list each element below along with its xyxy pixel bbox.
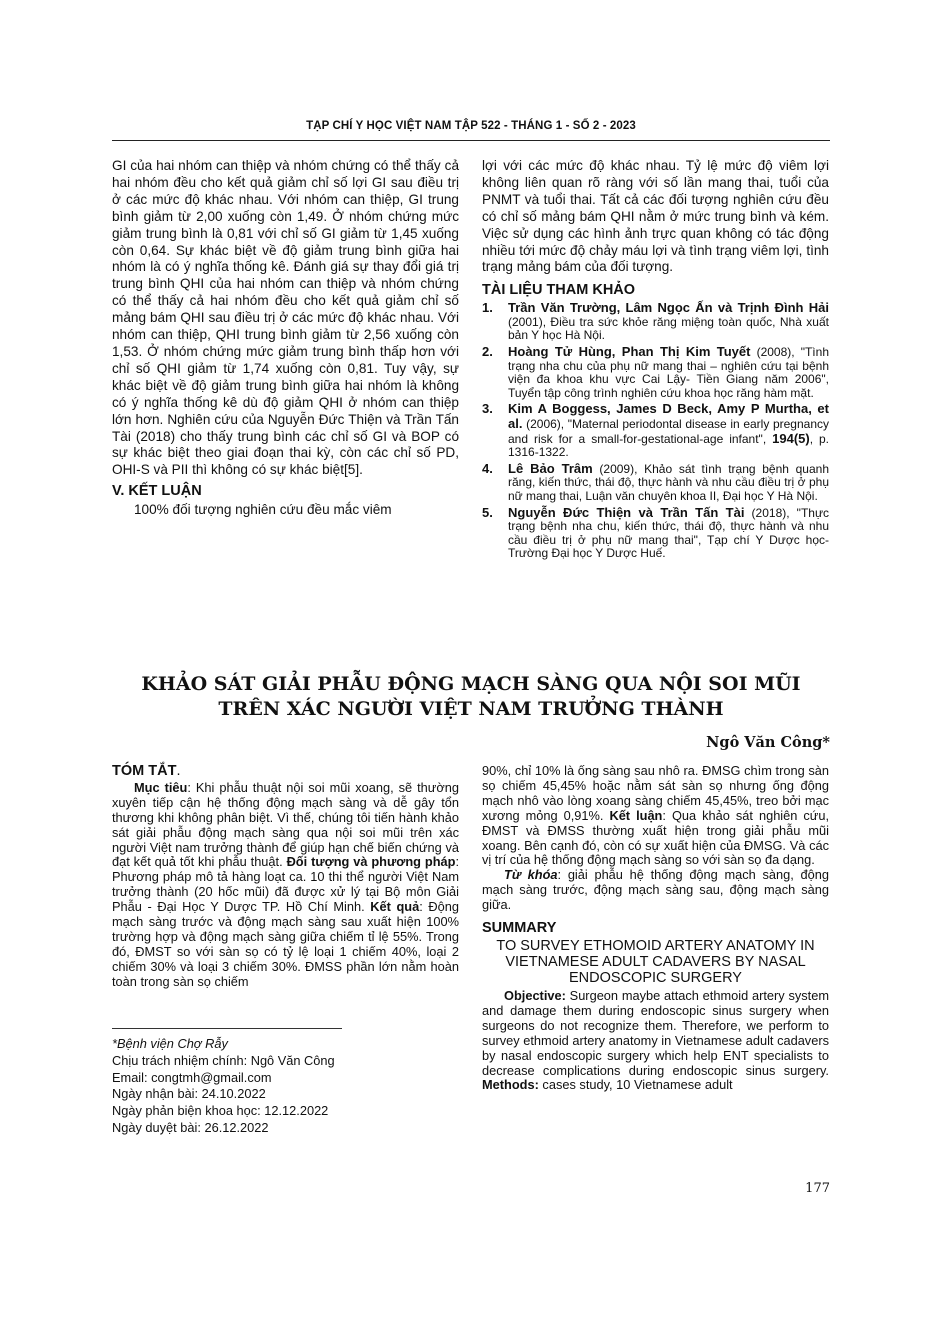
prev-left-column (112, 158, 459, 519)
prev-discussion-paragraph: GI của hai nhóm can thiệp và nhóm chứng có thể thấy cả hai nhóm đều cho kết quả giảm chỉ số lợi GI sau điều trị ở các mức độ khác nhau. Với nhóm can thiệp, GI trung bình giảm từ 2,00 xuống còn 1,49. Ở nhóm chứng mức giảm trung bình là 0,81 với chỉ số GI giảm từ 1,45 xuống còn 0,64. Sự khác biệt về độ giảm trung bình giữa hai nhóm là có ý nghĩa thống kê. Đánh giá sự thay đổi giá trị trung bình QHI của hai nhóm can thiệp và nhóm chứng có thể thấy cả hai nhóm đều cho kết quả giảm chỉ số mảng bám QHI sau điều trị ở các mức độ khác nhau. Với nhóm can thiệp, QHI trung bình giảm từ 2,56 xuống còn 1,53. Ở nhóm chứng mức giảm trung bình thấp hơn với chỉ số QHI giảm từ 1,74 xuống còn 0,81. Tuy vậy, sự khác biệt về độ giảm trung bình giữa hai nhóm là không có ý nghĩa thống kê dù độ giảm QHI ở nhóm can thiệp lớn hơn. Nghiên cứu của Nguyễn Đức Thiện và Trần Tấn Tài (2018) cho thấy trung bình các chỉ số GI và BOP có sự khác biệt theo giai đoạn thai kỳ, còn các chỉ số PD, OHI-S và PII thì không có sự khác biệt[5]. (112, 158, 459, 478)
references-heading: TÀI LIỆU THAM KHẢO (482, 282, 636, 299)
reference-list (482, 301, 829, 561)
reference-item: 3. Kim A Boggess, James D Beck, Amy P Murtha, et al. (2006), "Maternal periodontal disease in early pregnancy and risk for a small-for-gestational-age infant", 194(5), p. 1316-1322. (482, 401, 830, 460)
prev-right-column (482, 158, 829, 563)
reference-item: 2. Hoàng Tử Hùng, Phan Thị Kim Tuyết (2008), "Tình trạng nha chu của phụ nữ mang thai – nghiên cứu tại bệnh viện đa khoa khu vực Cai Lậy- Tiền Giang năm 2006", Tuyển tập công trình nghiên cứu khoa học răng hàm mặt. (482, 344, 829, 400)
abstract-paragraph: Mục tiêu: Khi phẫu thuật nội soi mũi xoang, sẽ thường xuyên tiếp cận hệ thống động mạch sàng và dễ gây tổn thương khi không phân biệt. Vì thế, chúng tôi tiến hành khảo sát giải phẫu động mạch sàng qua nội soi mũi trên xác người Việt nam trưởng thành để giúp hạn chế biến chứng và đạt kết quả tốt khi phẫu thuật. Đối tượng và phương pháp: Phương pháp mô tả hàng loạt ca. 10 thi thể người Việt Nam trưởng thành (20 hốc mũi) đã được xử lý tại Bộ môn Giải Phẫu - Đại Học Y Dược TP. Hồ Chí Minh. Kết quả: Động mạch sàng trước và động mạch sàng sau xuất hiện 100% trường hợp và động mạch sàng giữa chiếm tỉ lệ 55%. Trong đó, ĐMST so với sàn sọ có tỷ lệ loại 1 chiếm 40%, loại 2 chiếm 30% và loại 3 chiếm 30%. ĐMSS phần lớn nằm hoàn toàn trong sàn sọ chiếm (112, 779, 460, 989)
conclusion-start: 100% đối tượng nghiên cứu đều mắc viêm (134, 502, 392, 518)
abstract-continuation: 90%, chỉ 10% là ống sàng sau nhô ra. ĐMSG chìm trong sàn sọ chiếm 45,45% hoặc nằm sát sàn sọ nhưng ống động mạch nhô vào lòng xoang sàng chiếm 45,45%, treo bởi mạc xương mỏng 0,91%. Kết luận: Qua khảo sát nghiên cứu, ĐMST và ĐMSS thường xuất hiện trong giải phẫu mũi xoang. Bên cạnh đó, còn có sự xuất hiện của ĐMSG. Và các vị trí của hệ thống động mạch sàng so với sàn sọ đa dạng. (482, 763, 830, 868)
approval-date: Ngày duyệt bài: 26.12.2022 (112, 1119, 269, 1135)
review-date: Ngày phản biện khoa học: 12.12.2022 (112, 1103, 329, 1119)
summary-paragraph: Objective: Surgeon maybe attach ethmoid artery system and damage them during endoscopic sinus surgery when surgeons do not recognize them. Therefore, we perform to survey ethmoid artery anatomy in Vietnamese adult cadavers by nasal endoscopic surgery which help ENT specialists to decrease complications during endoscopic sinus surgery. Methods: cases study, 10 Vietnamese adult (482, 987, 829, 1093)
summary-heading: SUMMARY (482, 920, 557, 937)
reference-item: 5. Nguyễn Đức Thiện và Trần Tấn Tài (2018), "Thực trạng bệnh nha chu, kiến thức, thái độ, thực hành và nhu cầu điều trị ở phụ nữ mang thai", Tạp chí Y Dược học-Trường Đại học Y Dược Huế. (482, 504, 829, 561)
footnote-rule (112, 1028, 342, 1029)
corresponding-author: Chịu trách nhiệm chính: Ngô Văn Công (112, 1052, 335, 1068)
article-title: KHẢO SÁT GIẢI PHẪU ĐỘNG MẠCH SÀNG QUA NỘI SOI MŨI TRÊN XÁC NGƯỜI VIỆT NAM TRƯỞNG THÀNH (141, 673, 801, 720)
article-author: Ngô Văn Công* (706, 734, 830, 751)
journal-header: TẠP CHÍ Y HỌC VIỆT NAM TẬP 522 - THÁNG 1 - SỐ 2 - 2023 (306, 120, 636, 132)
abstract-heading: TÓM TẮT. (112, 763, 181, 779)
footnote (112, 1036, 452, 1137)
page-number: 177 (805, 1181, 830, 1196)
affiliation: *Bệnh viện Chợ Rẫy (112, 1036, 228, 1051)
abstract-left-column (112, 764, 459, 990)
abstract-right-column (482, 764, 829, 1093)
conclusion-heading: V. KẾT LUẬN (112, 483, 202, 500)
received-date: Ngày nhận bài: 24.10.2022 (112, 1086, 266, 1102)
summary-title: TO SURVEY ETHOMOID ARTERY ANATOMY IN VIETNAMESE ADULT CADAVERS BY NASAL ENDOSCOPIC SURGERY (496, 937, 815, 986)
keywords: Từ khóa: giải phẫu hệ thống động mạch sàng, động mạch sàng trước, động mạch sàng sau, động mạch sàng giữa. (482, 867, 829, 913)
reference-item: 1. Trần Văn Trường, Lâm Ngọc Ấn và Trịnh Đình Hải (2001), Điều tra sức khỏe răng miệng toàn quốc, Nhà xuất bản Y học Hà Nội. (482, 300, 829, 343)
conclusion-paragraph: lợi với các mức độ khác nhau. Tỷ lệ mức độ viêm lợi không liên quan rõ ràng với số lần mang thai, tuổi của PNMT và tuổi thai. Tất cả các đối tượng nghiên cứu đều có chỉ số mảng bám QHI nằm ở mức trung bình và kém. Việc sử dụng các hình ảnh trực quan không có tác động nhiều tới mức độ chảy máu lợi và tình trạng viêm lợi, tình trạng mảng bám của đối tượng. (482, 158, 829, 275)
email: Email: congtmh@gmail.com (112, 1069, 272, 1085)
reference-item: 4. Lê Bảo Trâm (2009), Khảo sát tình trạng bệnh quanh răng, kiến thức, thái độ, thực hành và nhu cầu điều trị ở phụ nữ mang thai, Luận văn chuyên khoa II, Đại học Y Hà Nội. (482, 460, 830, 503)
header-rule (112, 140, 830, 141)
